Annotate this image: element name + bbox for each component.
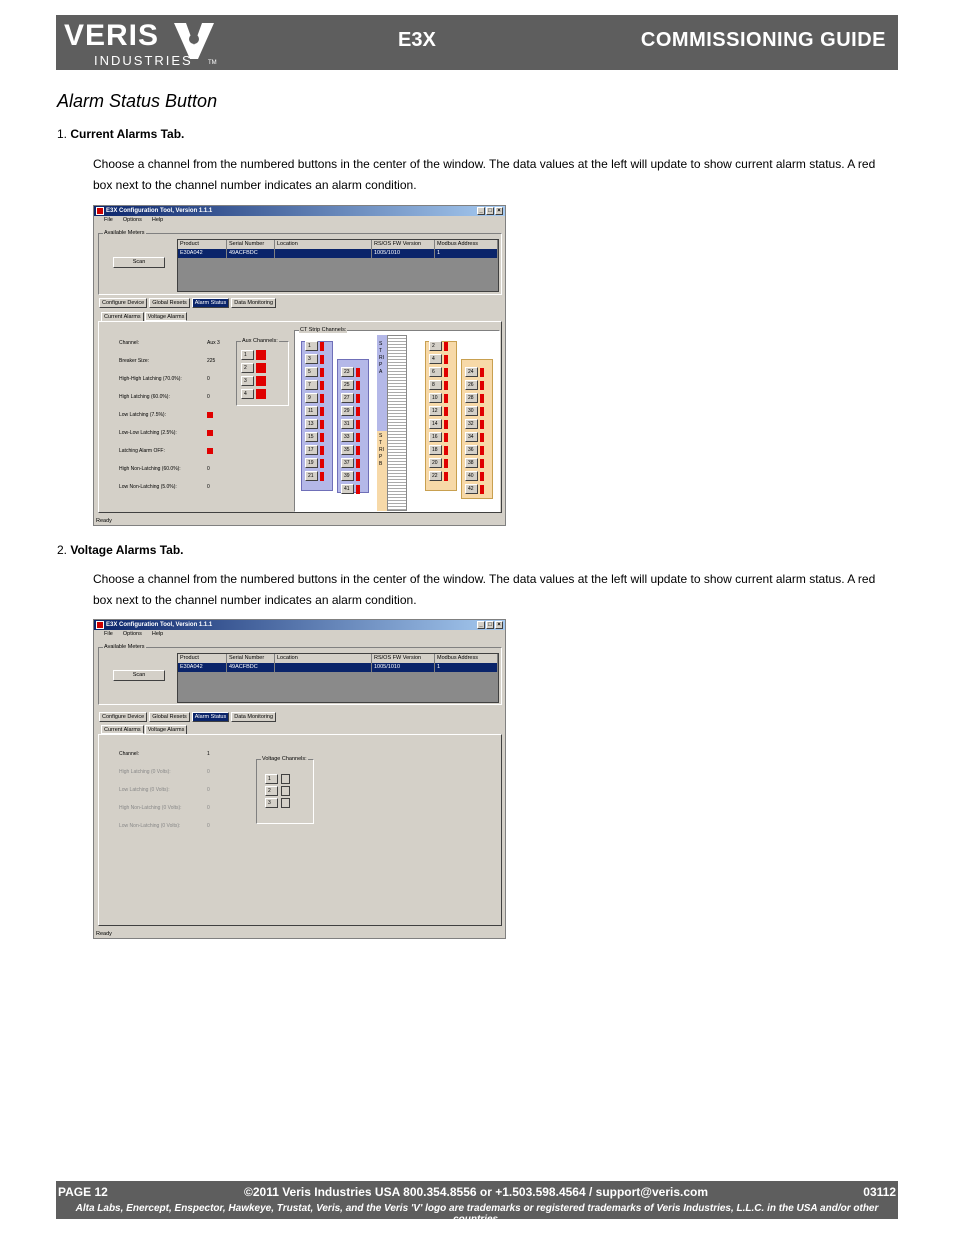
ct-channel-button[interactable]: 13 (305, 419, 318, 429)
ct-channel-button[interactable]: 40 (465, 471, 478, 481)
trademark-notice: Alta Labs, Enercept, Enspector, Hawkeye, Trustat, Veris, and the Veris 'V' logo are trademarks or registered trademarks of Veris Industries, L.L.C. in the USA and/or other countries. (75, 1203, 879, 1225)
tab-alarm-status[interactable]: Alarm Status (192, 712, 229, 722)
ct-channel-button[interactable]: 10 (429, 393, 442, 403)
ct-channel-button[interactable]: 5 (305, 367, 318, 377)
tab-data-monitoring[interactable]: Data Monitoring (231, 712, 276, 722)
alarm-label: Channel: (119, 340, 140, 346)
maximize-button[interactable]: □ (486, 621, 494, 629)
ct-alarm-indicator (444, 368, 448, 377)
red-alarm-box (207, 448, 213, 454)
ct-alarm-indicator (320, 472, 324, 481)
ct-alarm-indicator (480, 420, 484, 429)
ct-alarm-indicator (356, 394, 360, 403)
voltage-channel-button[interactable]: 1 (265, 774, 278, 784)
cell-modbus: 1 (435, 663, 498, 672)
group-label: Voltage Channels: (262, 756, 307, 762)
alarm-label: High Non-Latching (60.0%): (119, 466, 181, 472)
table-row[interactable] (178, 249, 498, 258)
strip-a-label: STRIP A (379, 341, 384, 375)
ct-alarm-indicator (356, 472, 360, 481)
alarm-row (119, 376, 219, 382)
veris-logo (56, 15, 226, 70)
alarm-row (119, 448, 219, 454)
column-header[interactable]: Serial Number (227, 654, 275, 663)
red-alarm-box (207, 430, 213, 436)
voltage-label: Low Latching (0 Volts): (119, 787, 170, 793)
ct-alarm-indicator (320, 459, 324, 468)
ct-channel-button[interactable]: 19 (305, 458, 318, 468)
tab-configure-device[interactable]: Configure Device (99, 712, 147, 722)
alarm-row (119, 394, 219, 400)
minimize-button[interactable]: _ (477, 621, 485, 629)
ct-channel-button[interactable]: 4 (429, 354, 442, 364)
ct-alarm-indicator (480, 459, 484, 468)
ct-channel-button[interactable]: 27 (341, 393, 354, 403)
current-alarms-panel (98, 321, 502, 513)
cell-location (275, 249, 372, 258)
ct-alarm-indicator (320, 355, 324, 364)
tab-current-alarms[interactable]: Current Alarms (101, 725, 144, 734)
ct-alarm-indicator (480, 368, 484, 377)
ct-channel-button[interactable]: 25 (341, 380, 354, 390)
step-1-heading (57, 127, 184, 141)
voltage-label: High Non-Latching (0 Volts): (119, 805, 182, 811)
alarm-subtabs (101, 312, 187, 321)
alarm-indicator (207, 412, 213, 420)
strip-b-label: STRIP B (379, 433, 384, 467)
ct-channel-button[interactable]: 18 (429, 445, 442, 455)
ct-alarm-indicator (444, 433, 448, 442)
ct-channel-button[interactable]: 7 (305, 380, 318, 390)
available-meters-group (98, 644, 502, 705)
voltage-alarm-indicator (281, 798, 290, 808)
alarm-row (119, 340, 219, 346)
alarm-row (119, 466, 219, 472)
status-bar: Ready (96, 931, 112, 937)
meters-table (177, 653, 499, 703)
main-tabs (99, 298, 276, 308)
logo-tm: TM (208, 60, 217, 66)
ct-channel-button[interactable]: 30 (465, 406, 478, 416)
page-header (56, 15, 898, 70)
column-header[interactable]: Product (178, 654, 227, 663)
ct-channel-button[interactable]: 1 (305, 341, 318, 351)
ct-channel-button[interactable]: 26 (465, 380, 478, 390)
ct-alarm-indicator (356, 420, 360, 429)
ct-alarm-indicator (444, 446, 448, 455)
app-window-voltage-alarms (93, 619, 506, 939)
alarm-label: Latching Alarm OFF: (119, 448, 165, 454)
column-header[interactable]: Modbus Address (435, 654, 498, 663)
ct-channel-button[interactable]: 2 (429, 341, 442, 351)
alarm-value: Aux 3 (207, 340, 220, 346)
ct-channel-button[interactable]: 31 (341, 419, 354, 429)
voltage-label: High Latching (0 Volts): (119, 769, 171, 775)
voltage-channels-group (256, 756, 314, 824)
ct-alarm-indicator (444, 394, 448, 403)
ct-alarm-indicator (356, 368, 360, 377)
ct-channel-button[interactable]: 3 (305, 354, 318, 364)
alarm-indicator (207, 448, 213, 456)
alarm-subtabs (101, 725, 187, 734)
tab-voltage-alarms[interactable]: Voltage Alarms (145, 312, 188, 321)
group-label: CT Strip Channels: (300, 327, 347, 333)
tab-global-resets[interactable]: Global Resets (149, 712, 190, 722)
ct-alarm-indicator (444, 459, 448, 468)
table-row[interactable] (178, 663, 498, 672)
step-number: 1. (57, 127, 68, 141)
menu-bar (94, 216, 505, 225)
ct-alarm-indicator (444, 342, 448, 351)
cell-product: E30A042 (178, 249, 227, 258)
ct-alarm-indicator (356, 459, 360, 468)
menu-file[interactable]: File (104, 217, 113, 223)
ct-alarm-indicator (480, 472, 484, 481)
ct-alarm-indicator (444, 355, 448, 364)
ct-channel-button[interactable]: 15 (305, 432, 318, 442)
ct-channel-button[interactable]: 24 (465, 367, 478, 377)
ct-channel-button[interactable]: 12 (429, 406, 442, 416)
ct-channel-button[interactable]: 28 (465, 393, 478, 403)
voltage-alarm-indicator (281, 774, 290, 784)
voltage-label: Low Non-Latching (0 Volts): (119, 823, 181, 829)
ct-channel-button[interactable]: 21 (305, 471, 318, 481)
alarm-row (119, 484, 219, 490)
column-header[interactable]: Location (275, 654, 372, 663)
tab-configure-device[interactable]: Configure Device (99, 298, 147, 308)
app-icon (96, 207, 104, 215)
app-icon (96, 621, 104, 629)
alarm-row (119, 412, 219, 418)
status-bar: Ready (96, 518, 112, 524)
doc-code: 03112 (863, 1185, 896, 1199)
ct-channel-button[interactable]: 29 (341, 406, 354, 416)
ct-alarm-indicator (444, 472, 448, 481)
ct-alarm-indicator (320, 368, 324, 377)
voltage-value: 0 (207, 805, 210, 811)
ct-alarm-indicator (320, 381, 324, 390)
cell-location (275, 663, 372, 672)
ct-alarm-indicator (480, 381, 484, 390)
alarm-value: 0 (207, 484, 210, 490)
ct-strip-connector (387, 335, 407, 511)
logo-word: VERIS (64, 19, 160, 52)
window-title: E3X Configuration Tool, Version 1.1.1 (106, 622, 213, 628)
ct-alarm-indicator (356, 446, 360, 455)
alarm-indicator (207, 430, 213, 438)
alarm-row (119, 358, 219, 364)
cell-serial: 49ACFBDC (227, 249, 275, 258)
ct-alarm-indicator (320, 342, 324, 351)
ct-alarm-indicator (320, 394, 324, 403)
meters-table (177, 239, 499, 292)
aux-alarm-indicator (256, 376, 266, 386)
ct-channel-button[interactable]: 35 (341, 445, 354, 455)
scan-button[interactable]: Scan (113, 257, 165, 268)
minimize-button[interactable]: _ (477, 207, 485, 215)
ct-channel-button[interactable]: 38 (465, 458, 478, 468)
aux-alarm-indicator (256, 363, 266, 373)
ct-channel-button[interactable]: 16 (429, 432, 442, 442)
menu-bar (94, 630, 505, 639)
menu-help[interactable]: Help (151, 631, 164, 637)
voltage-alarm-indicator (281, 786, 290, 796)
alarm-value: 0 (207, 376, 210, 382)
ct-alarm-indicator (320, 433, 324, 442)
ct-channel-button[interactable]: 9 (305, 393, 318, 403)
column-header[interactable]: Serial Number (227, 240, 275, 249)
ct-channel-button[interactable]: 34 (465, 432, 478, 442)
ct-channel-button[interactable]: 36 (465, 445, 478, 455)
column-header[interactable]: Product (178, 240, 227, 249)
ct-channel-button[interactable]: 20 (429, 458, 442, 468)
cell-fw: 1005/1010 (372, 663, 435, 672)
ct-alarm-indicator (480, 446, 484, 455)
red-alarm-box (207, 412, 213, 418)
menu-help[interactable]: Help (151, 217, 164, 223)
step-1-text: Choose a channel from the numbered buttons in the center of the window. The data values at the left will update to show current alarm status. A red box next to the channel number indicates an alarm condition. (93, 157, 876, 192)
ct-alarm-indicator (320, 420, 324, 429)
tab-alarm-status[interactable]: Alarm Status (192, 298, 229, 308)
aux-channels-group (236, 338, 289, 406)
page-number: PAGE 12 (58, 1185, 108, 1199)
group-label: Available Meters (104, 644, 145, 650)
ct-alarm-indicator (480, 394, 484, 403)
alarm-value: 0 (207, 394, 210, 400)
ct-channel-button[interactable]: 39 (341, 471, 354, 481)
step-number: 2. (57, 543, 68, 557)
aux-channel-button[interactable]: 3 (241, 376, 254, 386)
group-label: Available Meters (104, 230, 145, 236)
tab-global-resets[interactable]: Global Resets (149, 298, 190, 308)
voltage-alarms-panel (98, 734, 502, 926)
menu-options[interactable]: Options (122, 217, 142, 223)
app-window-current-alarms (93, 205, 506, 526)
alarm-label: Low Non-Latching (5.0%): (119, 484, 177, 490)
main-tabs (99, 712, 276, 722)
alarm-row (119, 430, 219, 436)
model-name: E3X (398, 29, 436, 51)
logo-sub: INDUSTRIES (94, 53, 193, 68)
alarm-label: Breaker Size: (119, 358, 150, 364)
window-titlebar (94, 620, 505, 630)
ct-alarm-indicator (356, 381, 360, 390)
ct-alarm-indicator (480, 485, 484, 494)
ct-alarm-indicator (356, 433, 360, 442)
aux-alarm-indicator (256, 389, 266, 399)
group-label: Aux Channels: (242, 338, 278, 344)
alarm-value: 0 (207, 466, 210, 472)
ct-channel-button[interactable]: 23 (341, 367, 354, 377)
available-meters-group (98, 230, 502, 295)
window-titlebar (94, 206, 505, 216)
voltage-value: 1 (207, 751, 210, 757)
maximize-button[interactable]: □ (486, 207, 494, 215)
menu-file[interactable]: File (104, 631, 113, 637)
ct-channel-button[interactable]: 6 (429, 367, 442, 377)
alarm-label: Low-Low Latching (2.5%): (119, 430, 177, 436)
close-button[interactable]: × (495, 621, 503, 629)
alarm-label: Low Latching (7.5%): (119, 412, 166, 418)
voltage-value: 0 (207, 823, 210, 829)
scan-button[interactable]: Scan (113, 670, 165, 681)
ct-alarm-indicator (356, 485, 360, 494)
voltage-value: 0 (207, 787, 210, 793)
ct-channel-button[interactable]: 8 (429, 380, 442, 390)
column-header[interactable]: Modbus Address (435, 240, 498, 249)
aux-channel-button[interactable]: 2 (241, 363, 254, 373)
close-button[interactable]: × (495, 207, 503, 215)
voltage-channel-button[interactable]: 3 (265, 798, 278, 808)
cell-product: E30A042 (178, 663, 227, 672)
step-label: Current Alarms Tab. (70, 127, 185, 141)
ct-alarm-indicator (320, 407, 324, 416)
ct-channel-button[interactable]: 14 (429, 419, 442, 429)
aux-alarm-indicator (256, 350, 266, 360)
tab-voltage-alarms[interactable]: Voltage Alarms (145, 725, 188, 734)
aux-channel-button[interactable]: 4 (241, 389, 254, 399)
step-2-heading (57, 543, 184, 557)
ct-channel-button[interactable]: 22 (429, 471, 442, 481)
column-header[interactable]: Location (275, 240, 372, 249)
ct-alarm-indicator (320, 446, 324, 455)
voltage-value: 0 (207, 769, 210, 775)
ct-channel-button[interactable]: 41 (341, 484, 354, 494)
alarm-label: High Latching (60.0%): (119, 394, 170, 400)
cell-fw: 1005/1010 (372, 249, 435, 258)
ct-alarm-indicator (356, 407, 360, 416)
voltage-channel-button[interactable]: 2 (265, 786, 278, 796)
column-header[interactable]: RS/OS FW Version (372, 240, 435, 249)
ct-channel-button[interactable]: 32 (465, 419, 478, 429)
ct-alarm-indicator (444, 407, 448, 416)
ct-channel-button[interactable]: 33 (341, 432, 354, 442)
ct-channel-button[interactable]: 37 (341, 458, 354, 468)
column-header[interactable]: RS/OS FW Version (372, 654, 435, 663)
alarm-label: High-High Latching (70.0%): (119, 376, 182, 382)
page-footer (56, 1181, 898, 1225)
table-header (178, 240, 498, 249)
tab-data-monitoring[interactable]: Data Monitoring (231, 298, 276, 308)
cell-serial: 49ACFBDC (227, 663, 275, 672)
ct-alarm-indicator (444, 381, 448, 390)
menu-options[interactable]: Options (122, 631, 142, 637)
step-2-text: Choose a channel from the numbered buttons in the center of the window. The data values at the left will update to show current alarm status. A red box next to the channel number indicates an alarm condition. (93, 572, 876, 607)
section-title: Alarm Status Button (57, 91, 218, 111)
ct-alarm-indicator (480, 407, 484, 416)
aux-channel-button[interactable]: 1 (241, 350, 254, 360)
contact-info: ©2011 Veris Industries USA 800.354.8556 or +1.503.598.4564 / support@veris.com (244, 1185, 709, 1199)
cell-modbus: 1 (435, 249, 498, 258)
ct-alarm-indicator (444, 420, 448, 429)
ct-channel-button[interactable]: 11 (305, 406, 318, 416)
step-label: Voltage Alarms Tab. (70, 543, 184, 557)
table-header (178, 654, 498, 663)
strip-b-bar (377, 431, 387, 511)
voltage-label: Channel: (119, 751, 140, 757)
ct-channel-button[interactable]: 42 (465, 484, 478, 494)
tab-current-alarms[interactable]: Current Alarms (101, 312, 144, 321)
window-title: E3X Configuration Tool, Version 1.1.1 (106, 208, 213, 214)
ct-alarm-indicator (480, 433, 484, 442)
ct-channel-button[interactable]: 17 (305, 445, 318, 455)
ct-strip-group (294, 327, 500, 512)
alarm-value: 225 (207, 358, 216, 364)
guide-title: COMMISSIONING GUIDE (640, 29, 886, 51)
